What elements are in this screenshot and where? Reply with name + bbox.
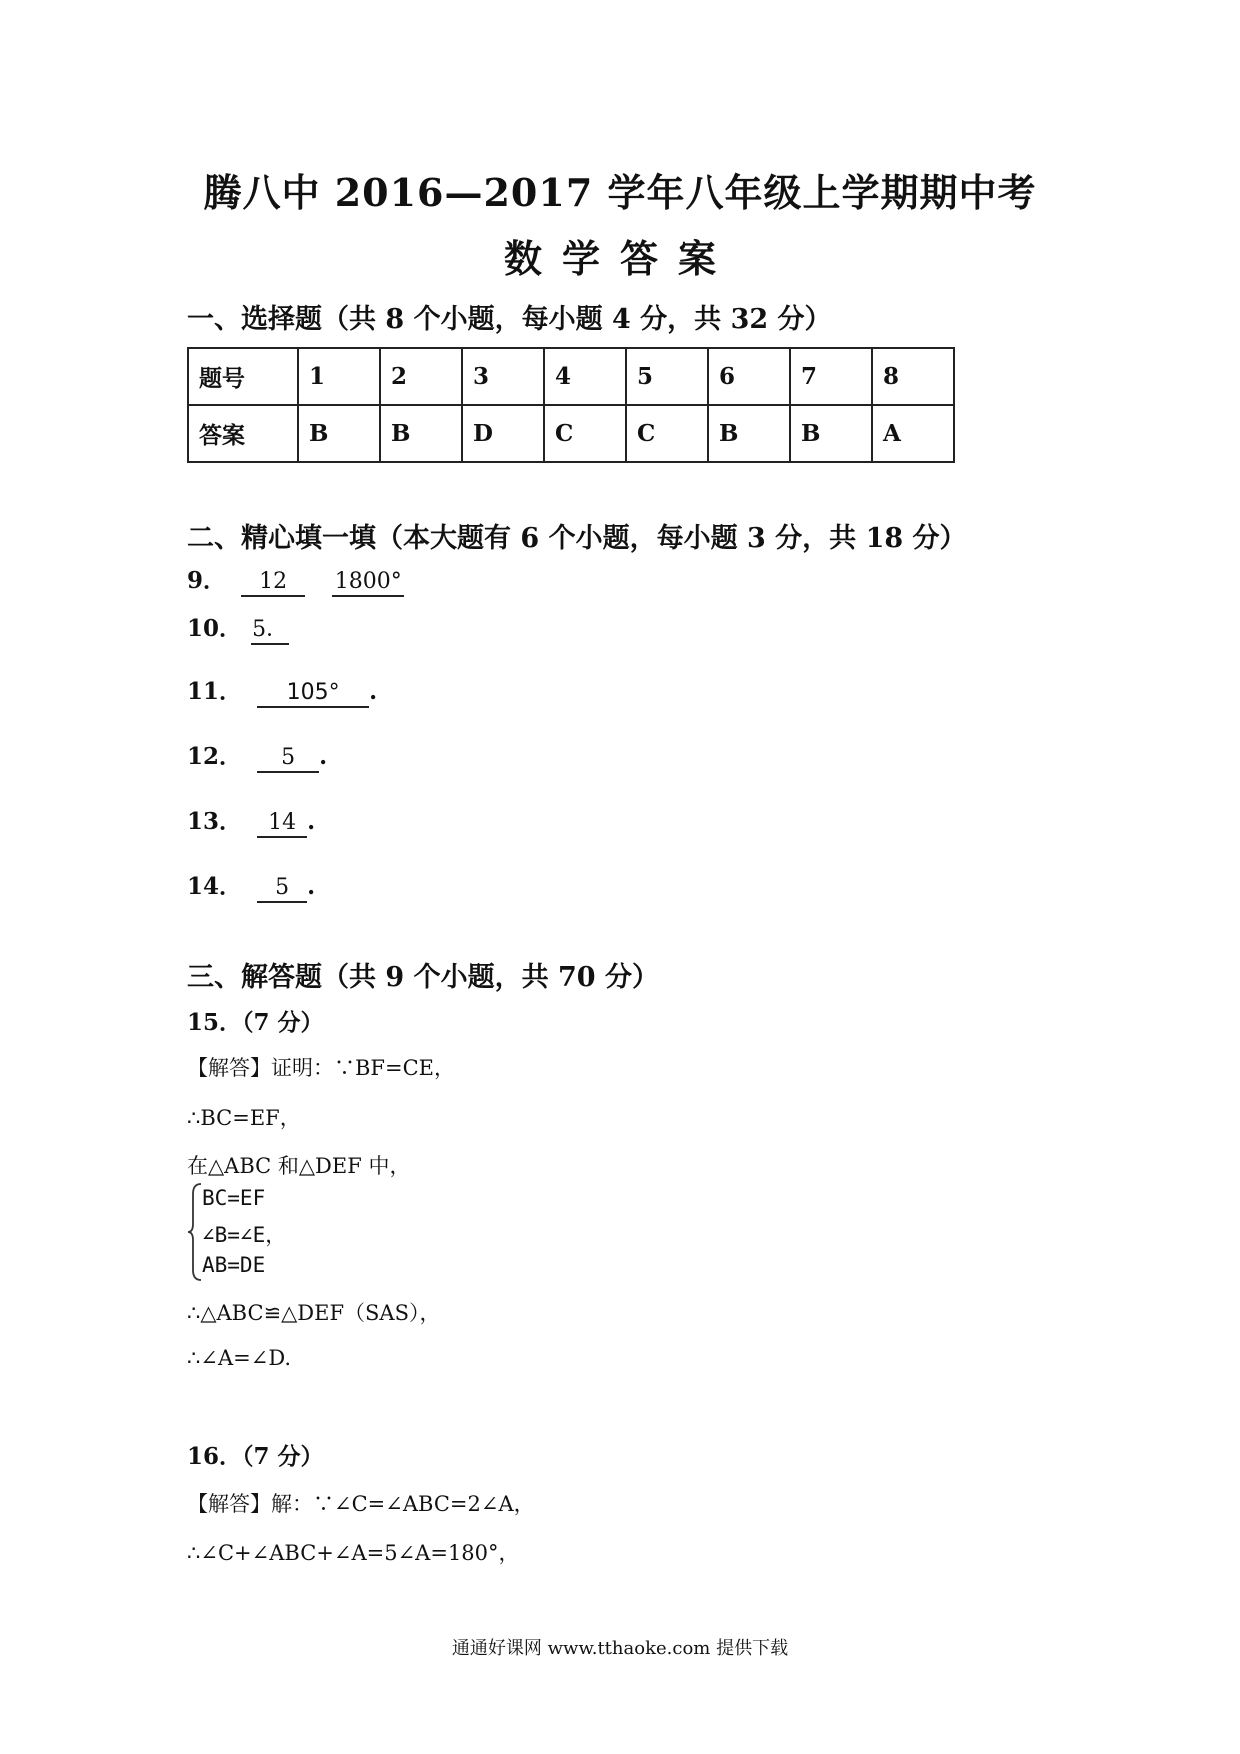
question-number: 1 (298, 348, 380, 405)
question-number: 6 (708, 348, 790, 405)
brace-icon (187, 1182, 203, 1282)
item-number: 11． (187, 678, 243, 705)
table-row-label: 答案 (188, 405, 298, 462)
page-subtitle: 数学答案 (503, 236, 736, 281)
question-number: 7 (790, 348, 872, 405)
item-number: 10． (187, 615, 243, 642)
table-row-label: 题号 (188, 348, 298, 405)
answer-blank: 5． (251, 617, 289, 645)
item-end: . (307, 873, 316, 900)
page-title: 腾八中 2016—2017 学年八年级上学期期中考 (203, 170, 1037, 215)
answer-blank: 5 (257, 745, 319, 773)
fill-item-9 (187, 562, 404, 597)
system-line: ∠B=∠E， (202, 1223, 287, 1247)
section-2-heading: 二、精心填一填（本大题有 6 个小题，每小题 3 分，共 18 分） (187, 523, 967, 554)
answer-cell: B (790, 405, 872, 462)
question-number: 8 (872, 348, 954, 405)
system-line: BC=EF (202, 1186, 266, 1210)
fill-item-10 (187, 610, 289, 645)
fill-item-13 (187, 803, 315, 838)
question-number: 5 (626, 348, 708, 405)
answer-cell: B (298, 405, 380, 462)
answer-cell: A (872, 405, 954, 462)
item-end: . (369, 678, 378, 705)
item-number: 13． (187, 808, 243, 835)
table-row (188, 348, 954, 405)
footer-text: 通通好课网 www.tthaoke.com 提供下载 (451, 1638, 789, 1659)
solution-line: ∴BC=EF， (187, 1106, 301, 1130)
table-row (188, 405, 954, 462)
solution-line: ∴∠C+∠ABC+∠A=5∠A=180°， (187, 1541, 520, 1565)
answer-blank: 12 (241, 569, 305, 597)
item-number: 12． (187, 743, 243, 770)
answer-cell: D (462, 405, 544, 462)
solution-line: 【解答】解：∵∠C=∠ABC=2∠A， (187, 1492, 535, 1516)
item-number: 9． (187, 567, 227, 594)
question-16-title: 16．（7 分） (187, 1443, 324, 1470)
question-number: 3 (462, 348, 544, 405)
answer-blank: 105° (257, 680, 369, 708)
answer-blank: 14 (257, 810, 307, 838)
fill-item-14 (187, 868, 315, 903)
fill-item-12 (187, 738, 327, 773)
answer-cell: B (380, 405, 462, 462)
system-line: AB=DE (202, 1253, 266, 1277)
answer-cell: B (708, 405, 790, 462)
answer-blank: 1800° (332, 569, 404, 597)
solution-line: ∴∠A=∠D. (187, 1346, 292, 1370)
question-15-title: 15．（7 分） (187, 1009, 324, 1036)
answer-table (187, 347, 955, 463)
section-1-heading: 一、选择题（共 8 个小题，每小题 4 分，共 32 分） (187, 304, 832, 335)
solution-line: 在△ABC 和△DEF 中， (187, 1154, 411, 1178)
fill-item-11 (187, 673, 377, 708)
item-number: 14． (187, 873, 243, 900)
section-3-heading: 三、解答题（共 9 个小题，共 70 分） (187, 962, 659, 993)
item-end: . (319, 743, 328, 770)
question-number: 2 (380, 348, 462, 405)
item-end: . (307, 808, 316, 835)
question-number: 4 (544, 348, 626, 405)
answer-cell: C (544, 405, 626, 462)
answer-blank: 5 (257, 875, 307, 903)
answer-cell: C (626, 405, 708, 462)
solution-line: ∴△ABC≌△DEF（SAS）， (187, 1301, 441, 1325)
solution-line: 【解答】证明：∵BF=CE， (187, 1056, 455, 1080)
